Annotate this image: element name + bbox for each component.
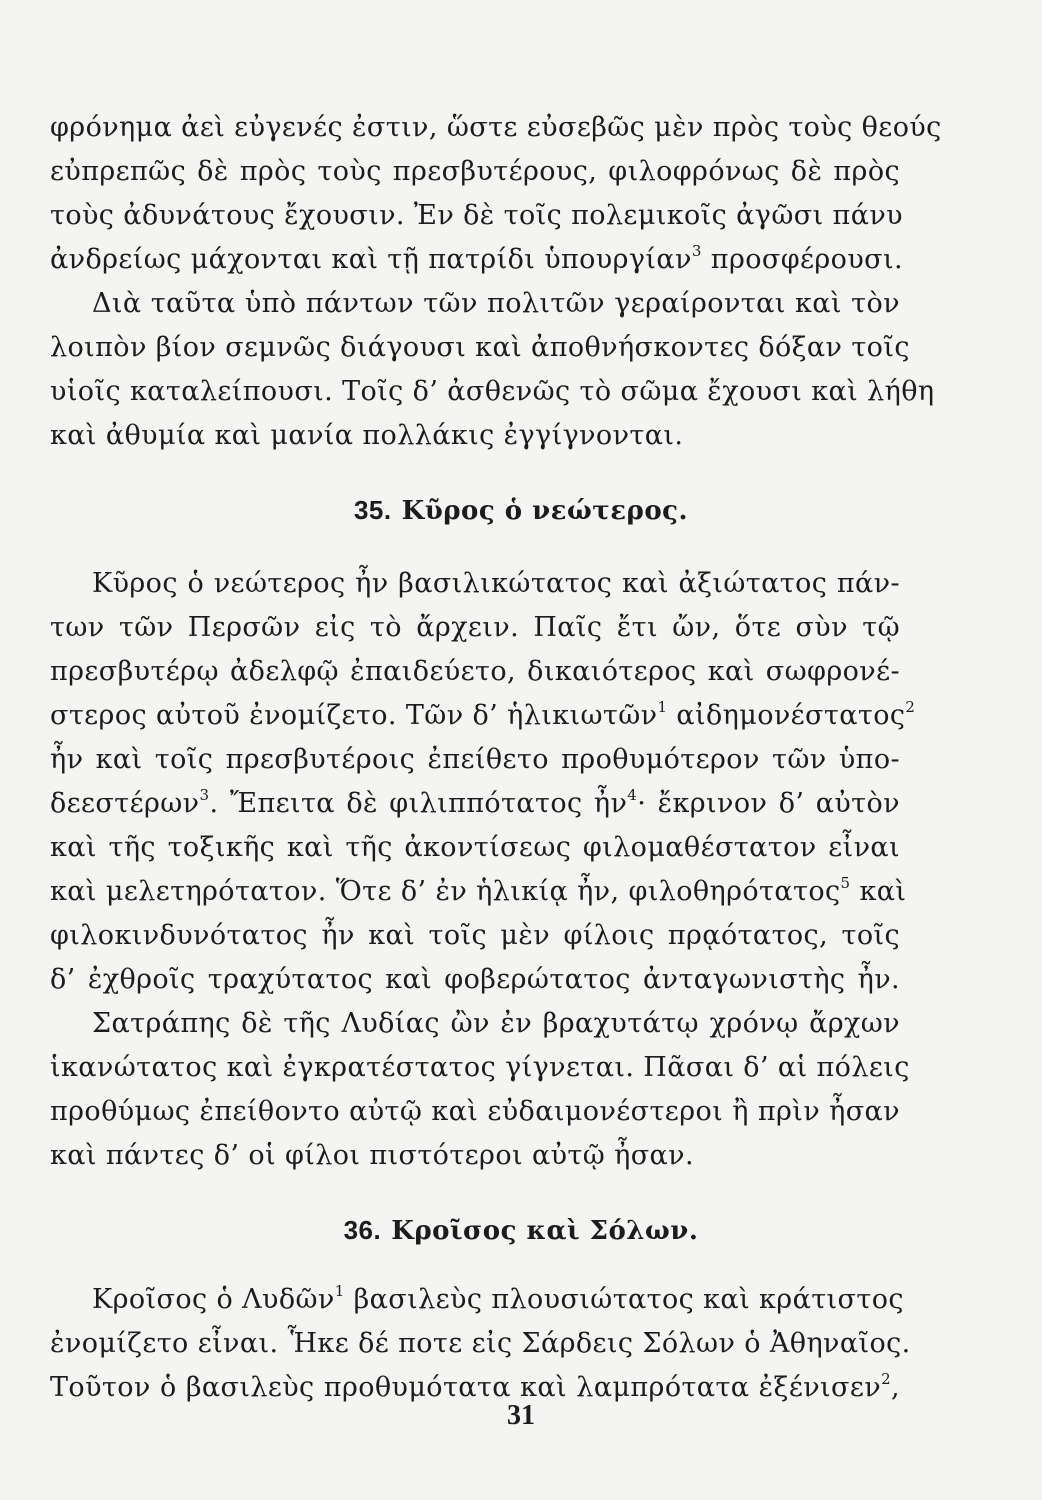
text-line: ἀνδρείως μάχονται καὶ τῇ πατρίδι ὑπουργίαν$^3$ προσφέρουσι. (50, 242, 903, 275)
text-line: Κῦρος ὁ νεώτερος ἦν βασιλικώτατος καὶ ἀξιώτατος πάν- (92, 568, 900, 599)
footnote-marker: 4 (627, 786, 638, 804)
text-line: λοιπὸν βίον σεμνῶς διάγουσι καὶ ἀποθνήσκοντες δόξαν τοῖς (50, 332, 910, 363)
footnote-marker: 5 (840, 874, 851, 892)
text-line: Κροῖσος ὁ Λυδῶν$^1$ βασιλεὺς πλουσιώτατος καὶ κράτιστος (92, 1282, 904, 1315)
page-number: 31 (507, 1400, 535, 1431)
text-line: των τῶν Περσῶν εἰς τὸ ἄρχειν. Παῖς ἔτι ὤν, ὅτε σὺν τῷ (50, 612, 900, 643)
footnote-marker: 1 (657, 698, 668, 716)
section-number: 35 (353, 495, 384, 525)
text-line: φιλοκινδυνότατος ἦν καὶ τοῖς μὲν φίλοις πρᾳότατος, τοῖς (50, 920, 900, 951)
text-line: εὐπρεπῶς δὲ πρὸς τοὺς πρεσβυτέρους, φιλοφρόνως δὲ πρὸς (50, 156, 900, 187)
text-line: τοὺς ἀδυνάτους ἔχουσιν. Ἐν δὲ τοῖς πολεμικοῖς ἀγῶσι πάνυ (50, 200, 903, 231)
text-line: δεεστέρων$^3$. Ἔπειτα δὲ φιλιππότατος ἦν$^4$· ἔκρινον δ’ αὐτὸν (50, 786, 900, 819)
text-line: καὶ τῆς τοξικῆς καὶ τῆς ἀκοντίσεως φιλομαθέστατον εἶναι (50, 832, 900, 863)
text-line: καὶ ἀθυμία καὶ μανία πολλάκις ἐγγίγνονται. (50, 420, 684, 451)
text-line: Διὰ ταῦτα ὑπὸ πάντων τῶν πολιτῶν γεραίρονται καὶ τὸν (92, 288, 900, 319)
text-line: στερος αὐτοῦ ἐνομίζετο. Τῶν δ’ ἡλικιωτῶν$^1$ αἰδημονέστατος$^2$ (50, 698, 916, 731)
text-line: δ’ ἐχθροῖς τραχύτατος καὶ φοβερώτατος ἀνταγωνιστὴς ἦν. (50, 964, 900, 995)
text-line: Σατράπης δὲ τῆς Λυδίας ὢν ἐν βραχυτάτῳ χρόνῳ ἄρχων (92, 1008, 900, 1039)
text-line: υἱοῖς καταλείπουσι. Τοῖς δ’ ἀσθενῶς τὸ σῶμα ἔχουσι καὶ λήθη (50, 376, 935, 407)
section-title: Κροῖσος καὶ Σόλων. (391, 1216, 699, 1246)
text-line: ἱκανώτατος καὶ ἐγκρατέστατος γίγνεται. Πᾶσαι δ’ αἱ πόλεις (50, 1052, 910, 1083)
section-heading: 36. Κροῖσος καὶ Σόλων. (343, 1215, 699, 1246)
text-line: ἐνομίζετο εἶναι. Ἧκε δέ ποτε εἰς Σάρδεις Σόλων ὁ Ἀθηναῖος. (50, 1328, 911, 1359)
footnote-marker: 1 (334, 1282, 345, 1300)
text-line: προθύμως ἐπείθοντο αὐτῷ καὶ εὐδαιμονέστεροι ἢ πρὶν ἦσαν (50, 1096, 900, 1127)
text-line: φρόνημα ἀεὶ εὐγενές ἐστιν, ὥστε εὐσεβῶς μὲν πρὸς τοὺς θεούς (50, 112, 942, 143)
footnote-marker: 3 (691, 242, 702, 260)
text-line: Τοῦτον ὁ βασιλεὺς προθυμότατα καὶ λαμπρότατα ἐξένισεν$^2$, (50, 1370, 900, 1403)
footnote-marker: 3 (199, 786, 210, 804)
section-heading: 35. Κῦρος ὁ νεώτερος. (353, 495, 689, 526)
text-line: καὶ πάντες δ’ οἱ φίλοι πιστότεροι αὐτῷ ἦσαν. (50, 1140, 694, 1171)
text-line: πρεσβυτέρῳ ἀδελφῷ ἐπαιδεύετο, δικαιότερος καὶ σωφρονέ- (50, 656, 900, 687)
footnote-marker: 2 (881, 1370, 892, 1388)
section-number: 36 (343, 1215, 374, 1245)
text-line: καὶ μελετηρότατον. Ὅτε δ’ ἐν ἡλικίᾳ ἦν, φιλοθηρότατος$^5$ καὶ (50, 874, 907, 907)
section-title: Κῦρος ὁ νεώτερος. (401, 496, 689, 526)
text-line: ἦν καὶ τοῖς πρεσβυτέροις ἐπείθετο προθυμότερον τῶν ὑπο- (50, 744, 900, 775)
footnote-marker: 2 (905, 698, 916, 716)
